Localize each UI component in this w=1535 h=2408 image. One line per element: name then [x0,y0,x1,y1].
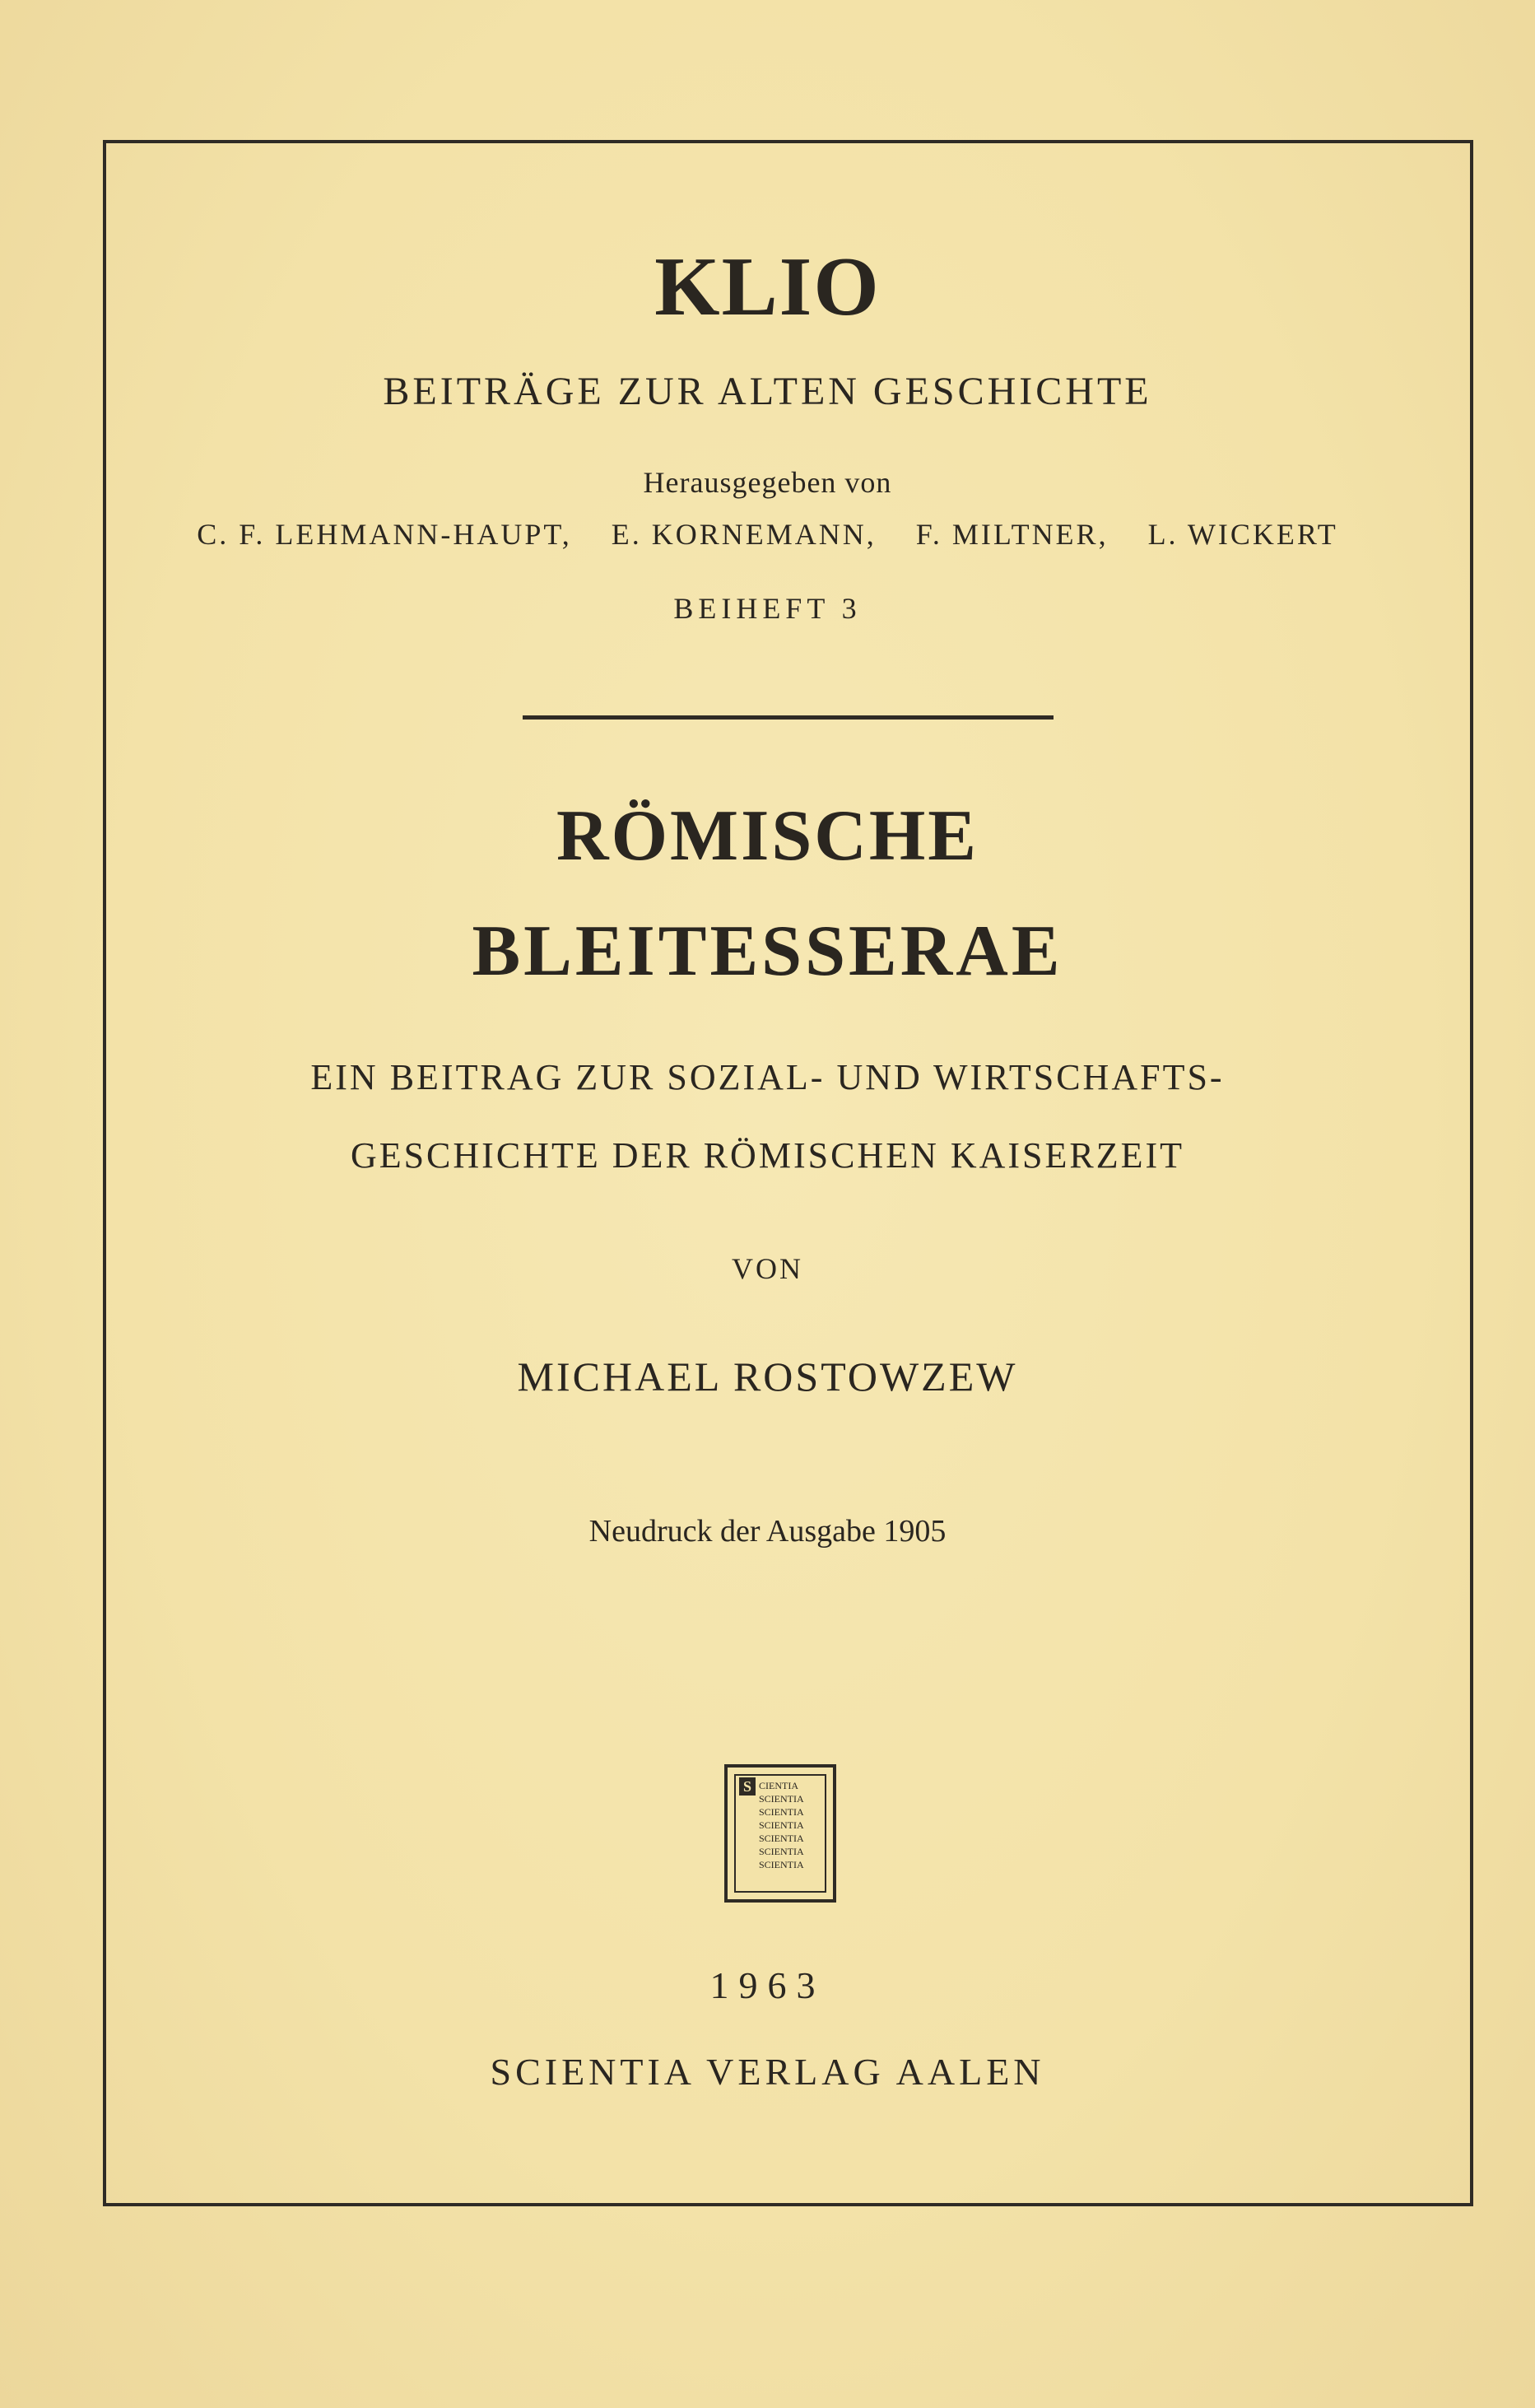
publisher-logo [724,1764,836,1903]
divider-rule [523,715,1054,720]
logo-word: SCIENTIA [759,1819,804,1831]
logo-initial: S [739,1777,756,1796]
author-name: MICHAEL ROSTOWZEW [517,1353,1018,1400]
book-description-line-1: EIN BEITRAG ZUR SOZIAL- UND WIRTSCHAFTS- [310,1057,1225,1097]
series-subtitle: BEITRÄGE ZUR ALTEN GESCHICHTE [383,370,1152,413]
logo-word: CIENTIA [759,1780,798,1791]
logo-word: SCIENTIA [759,1859,804,1870]
logo-word: SCIENTIA [759,1806,804,1818]
logo-word: SCIENTIA [759,1846,804,1857]
book-description-line-2: GESCHICHTE DER RÖMISCHEN KAISERZEIT [350,1135,1185,1176]
by-label: VON [732,1252,803,1285]
logo-word: SCIENTIA [759,1793,804,1805]
editors-label: Herausgegeben von [643,466,892,499]
book-title-line-1: RÖMISCHE [556,796,979,876]
publisher-name: SCIENTIA VERLAG AALEN [490,2051,1045,2093]
series-title: KLIO [654,240,881,333]
logo-word: SCIENTIA [759,1833,804,1844]
editor-name: C. F. LEHMANN-HAUPT, [197,518,572,551]
supplement-number: BEIHEFT 3 [673,592,862,625]
editor-name: L. WICKERT [1147,518,1338,551]
editor-name: F. MILTNER, [915,518,1109,551]
logo-wordmark [759,1779,804,1871]
editors-list [0,517,1535,552]
publication-year: 1963 [709,1964,826,2006]
editor-name: E. KORNEMANN, [611,518,877,551]
book-title-line-2: BLEITESSERAE [472,911,1063,991]
reprint-note: Neudruck der Ausgabe 1905 [588,1514,947,1549]
